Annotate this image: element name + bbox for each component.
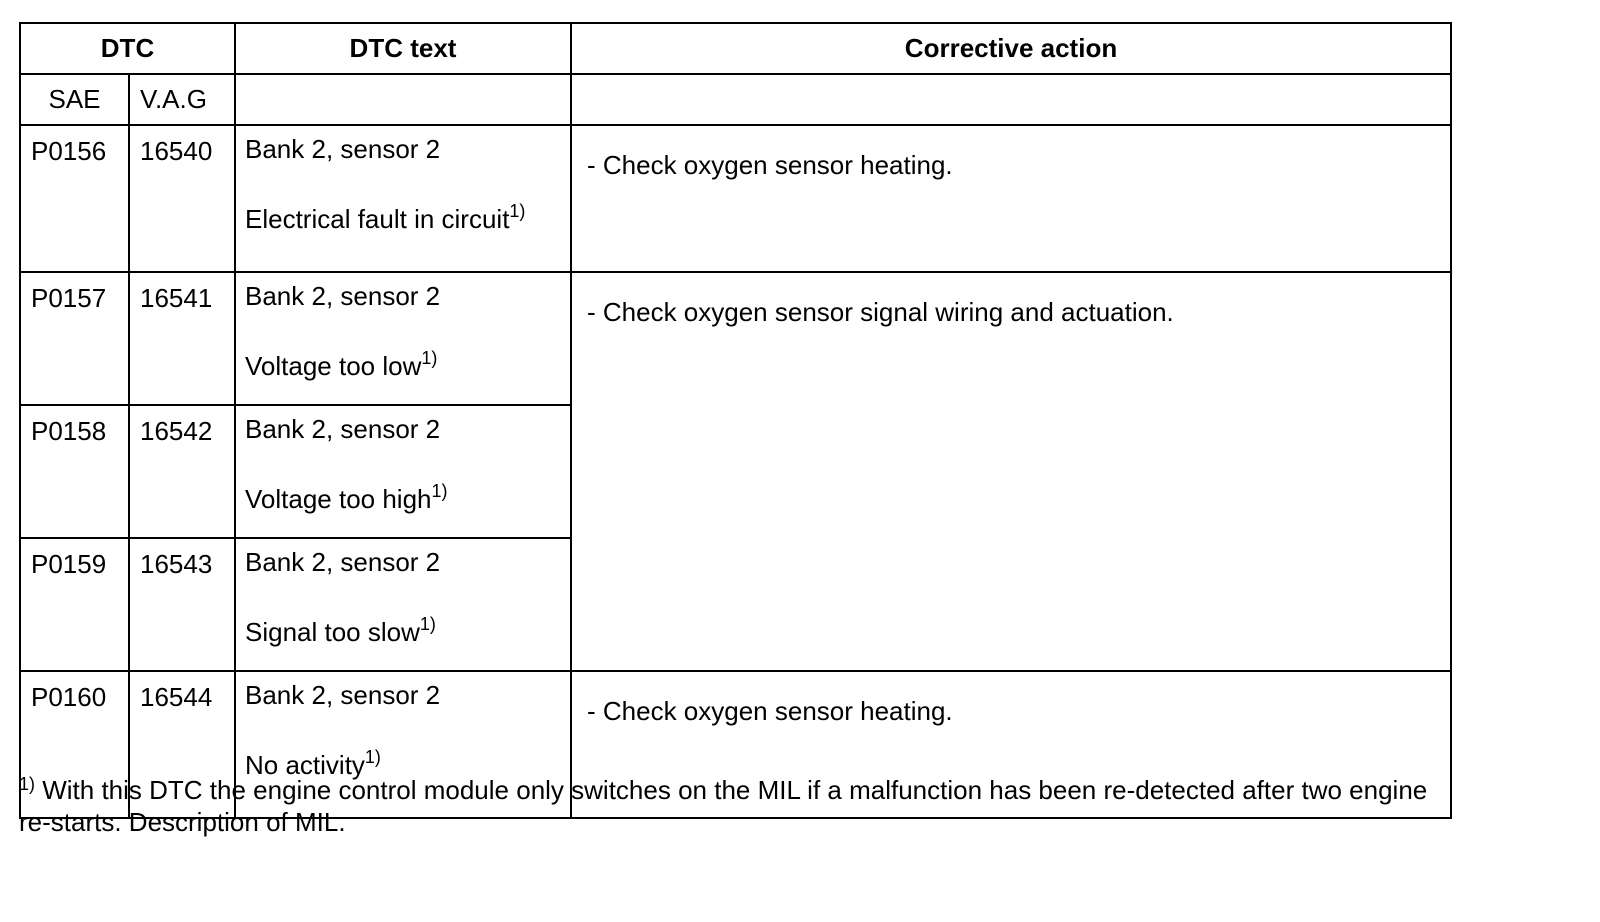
sae-code: P0158	[20, 405, 129, 538]
footnote-mark: 1)	[364, 747, 381, 767]
dtc-fault: Signal too slow	[245, 617, 420, 647]
sae-code: P0157	[20, 272, 129, 405]
table-subheader-row	[20, 74, 1451, 125]
dtc-text	[235, 538, 571, 671]
header-dtc-text: DTC text	[235, 23, 571, 74]
footnote-mark: 1)	[19, 774, 36, 794]
dtc-text-line1: Bank 2, sensor 2	[245, 134, 441, 164]
vag-code: 16543	[129, 538, 235, 671]
corrective-action: - Check oxygen sensor heating.	[571, 671, 1451, 818]
dtc-fault: Electrical fault in circuit	[245, 204, 510, 234]
table-row	[20, 272, 1451, 405]
vag-code: 16541	[129, 272, 235, 405]
footnote-mark: 1)	[419, 614, 436, 634]
subheader-vag: V.A.G	[129, 74, 235, 125]
footnote-line1	[19, 774, 1579, 806]
sae-code: P0159	[20, 538, 129, 671]
dtc-fault: Voltage too high	[245, 484, 432, 514]
subheader-sae: SAE	[20, 74, 129, 125]
subheader-empty-action	[571, 74, 1451, 125]
footnote-text-1: With this DTC the engine control module only switches on the MIL if a malfunction has been re-detected after two engine	[35, 775, 1428, 805]
table-row	[20, 125, 1451, 272]
dtc-text-line2	[245, 348, 570, 381]
table-header-row	[20, 23, 1451, 74]
dtc-text-line2	[245, 201, 570, 234]
sae-code: P0160	[20, 671, 129, 818]
footnote-line2: re-starts. Description of MIL.	[19, 807, 346, 837]
dtc-text-line2	[245, 614, 570, 647]
vag-code: 16540	[129, 125, 235, 272]
dtc-fault: Voltage too low	[245, 351, 422, 381]
footnote-mark: 1)	[431, 481, 448, 501]
footnote-mark: 1)	[421, 348, 438, 368]
dtc-table	[19, 22, 1452, 819]
dtc-text-line1: Bank 2, sensor 2	[245, 680, 441, 710]
vag-code: 16544	[129, 671, 235, 818]
header-dtc: DTC	[20, 23, 235, 74]
dtc-text-line2	[245, 481, 570, 514]
dtc-text	[235, 125, 571, 272]
dtc-text-line1: Bank 2, sensor 2	[245, 547, 441, 577]
dtc-text	[235, 405, 571, 538]
dtc-text-line1: Bank 2, sensor 2	[245, 414, 441, 444]
corrective-action: - Check oxygen sensor signal wiring and actuation.	[571, 272, 1451, 671]
footnote-mark: 1)	[509, 201, 526, 221]
vag-code: 16542	[129, 405, 235, 538]
header-corrective-action: Corrective action	[571, 23, 1451, 74]
dtc-text-line1: Bank 2, sensor 2	[245, 281, 441, 311]
corrective-action: - Check oxygen sensor heating.	[571, 125, 1451, 272]
dtc-text	[235, 272, 571, 405]
sae-code: P0156	[20, 125, 129, 272]
footnote	[19, 774, 1579, 838]
dtc-fault: No activity	[245, 750, 365, 780]
subheader-empty-text	[235, 74, 571, 125]
